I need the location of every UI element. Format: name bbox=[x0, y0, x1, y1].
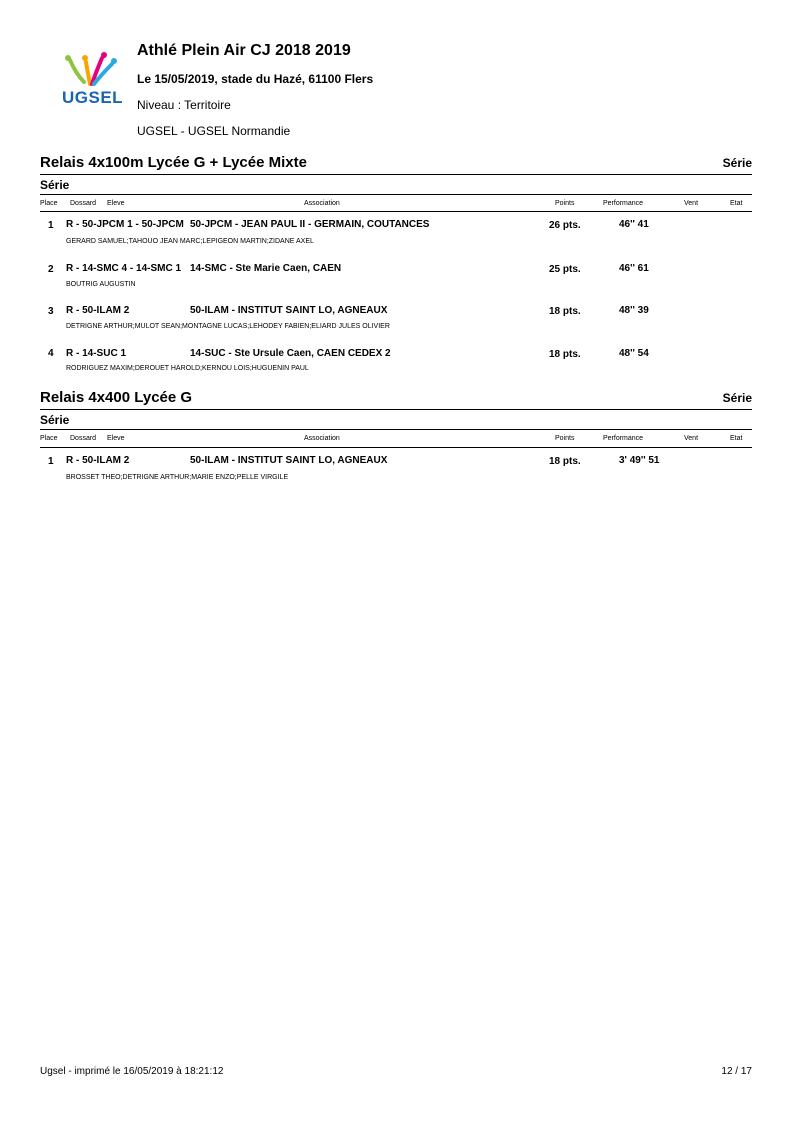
col-header-association: Association bbox=[304, 200, 340, 207]
serie-label: Série bbox=[40, 413, 70, 427]
serie-label: Série bbox=[40, 178, 70, 192]
result-performance: 3' 49'' 51 bbox=[619, 455, 660, 466]
result-place: 1 bbox=[48, 456, 54, 467]
result-place: 3 bbox=[48, 306, 54, 317]
result-association: 14-SMC - Ste Marie Caen, CAEN bbox=[190, 263, 342, 274]
result-team-members: BOUTRIG AUGUSTIN bbox=[66, 281, 136, 288]
col-header-association: Association bbox=[304, 435, 340, 442]
divider bbox=[40, 447, 752, 448]
result-points: 18 pts. bbox=[549, 349, 581, 360]
result-dossard: R - 50-ILAM 2 bbox=[66, 455, 130, 466]
meeting-organisation: UGSEL - UGSEL Normandie bbox=[137, 124, 291, 138]
divider bbox=[40, 174, 752, 175]
meeting-date-place: Le 15/05/2019, stade du Hazé, 61100 Flers bbox=[137, 72, 374, 86]
event-title: Relais 4x100m Lycée G + Lycée Mixte bbox=[40, 154, 307, 171]
result-performance: 46'' 61 bbox=[619, 263, 649, 274]
col-header-place: Place bbox=[40, 435, 58, 442]
col-header-vent: Vent bbox=[684, 435, 699, 442]
result-performance: 48'' 54 bbox=[619, 348, 649, 359]
result-team-members: RODRIGUEZ MAXIM;DEROUET HAROLD;KERNOU LOIS;HUGUENIN PAUL bbox=[66, 365, 309, 372]
result-team-members: GERARD SAMUEL;TAHOUO JEAN MARC;LEPIGEON MARTIN;ZIDANE AXEL bbox=[66, 238, 314, 245]
col-header-etat: Etat bbox=[730, 200, 743, 207]
ugsel-logo bbox=[60, 52, 130, 108]
result-association: 50-JPCM - JEAN PAUL II - GERMAIN, COUTANCES bbox=[190, 219, 430, 230]
event-round: Série bbox=[722, 156, 752, 170]
result-place: 4 bbox=[48, 348, 54, 359]
footer-print-info: Ugsel - imprimé le 16/05/2019 à 18:21:12 bbox=[40, 1066, 224, 1077]
result-points: 26 pts. bbox=[549, 220, 581, 231]
result-performance: 48'' 39 bbox=[619, 305, 649, 316]
divider bbox=[40, 211, 752, 212]
result-points: 18 pts. bbox=[549, 306, 581, 317]
divider bbox=[40, 194, 752, 195]
col-header-eleve: Eleve bbox=[107, 200, 125, 207]
logo-text: UGSEL bbox=[62, 88, 124, 107]
result-place: 1 bbox=[48, 220, 54, 231]
ugsel-figures-icon bbox=[60, 52, 130, 88]
result-dossard: R - 50-JPCM 1 - 50-JPCM bbox=[66, 219, 184, 230]
col-header-vent: Vent bbox=[684, 200, 699, 207]
result-association: 14-SUC - Ste Ursule Caen, CAEN CEDEX 2 bbox=[190, 348, 391, 359]
col-header-points: Points bbox=[555, 200, 575, 207]
event-round: Série bbox=[722, 391, 752, 405]
result-association: 50-ILAM - INSTITUT SAINT LO, AGNEAUX bbox=[190, 305, 388, 316]
col-header-place: Place bbox=[40, 200, 58, 207]
result-place: 2 bbox=[48, 264, 54, 275]
col-header-performance: Performance bbox=[603, 200, 644, 207]
result-association: 50-ILAM - INSTITUT SAINT LO, AGNEAUX bbox=[190, 455, 388, 466]
col-header-points: Points bbox=[555, 435, 575, 442]
result-points: 25 pts. bbox=[549, 264, 581, 275]
col-header-etat: Etat bbox=[730, 435, 743, 442]
result-dossard: R - 50-ILAM 2 bbox=[66, 305, 130, 316]
result-dossard: R - 14-SUC 1 bbox=[66, 348, 127, 359]
col-header-dossard: Dossard bbox=[70, 435, 97, 442]
result-performance: 46'' 41 bbox=[619, 219, 649, 230]
meeting-title: Athlé Plein Air CJ 2018 2019 bbox=[137, 42, 351, 59]
event-title: Relais 4x400 Lycée G bbox=[40, 389, 193, 406]
result-team-members: DETRIGNE ARTHUR;MULOT SEAN;MONTAGNE LUCAS;LEHODEY FABIEN;ELIARD JULES OLIVIER bbox=[66, 323, 390, 330]
col-header-performance: Performance bbox=[603, 435, 644, 442]
col-header-eleve: Eleve bbox=[107, 435, 125, 442]
meeting-level: Niveau : Territoire bbox=[137, 98, 231, 112]
divider bbox=[40, 429, 752, 430]
result-team-members: BROSSET THEO;DETRIGNE ARTHUR;MARIE ENZO;PELLE VIRGILE bbox=[66, 474, 289, 481]
result-dossard: R - 14-SMC 4 - 14-SMC 1 bbox=[66, 263, 182, 274]
divider bbox=[40, 409, 752, 410]
footer-page-number: 12 / 17 bbox=[721, 1066, 752, 1077]
result-points: 18 pts. bbox=[549, 456, 581, 467]
col-header-dossard: Dossard bbox=[70, 200, 97, 207]
